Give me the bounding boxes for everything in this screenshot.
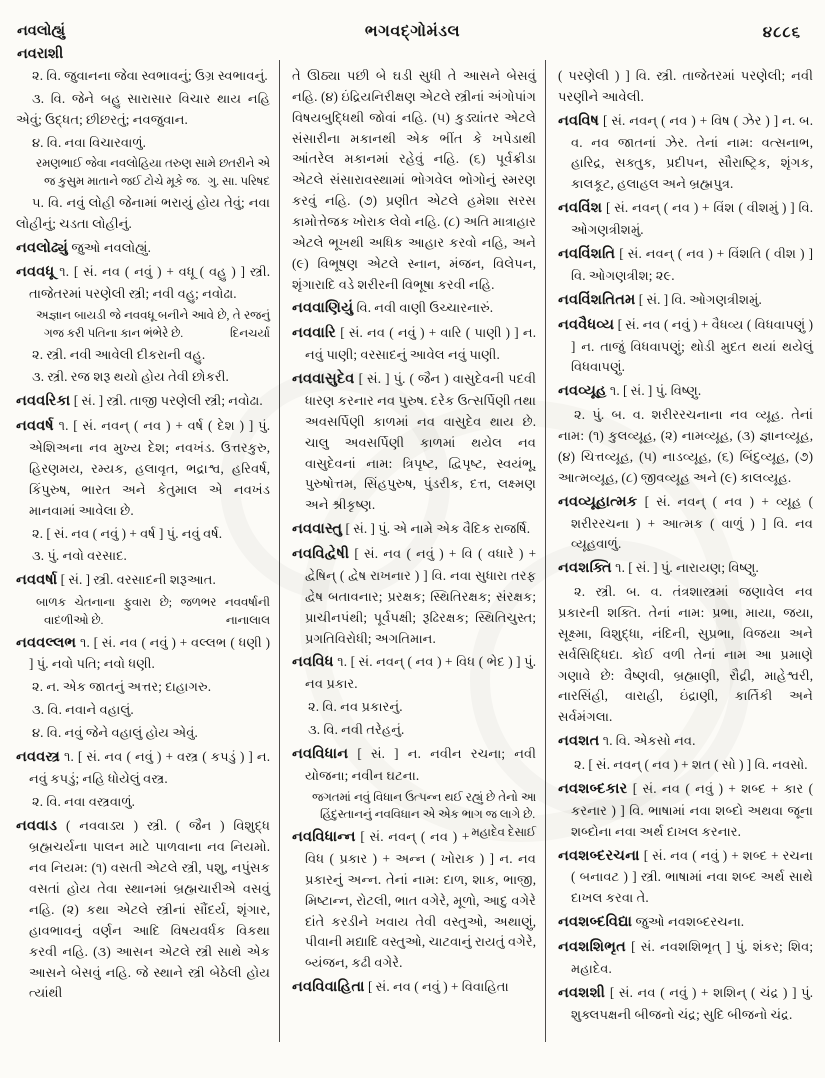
entry-sense [292,720,536,741]
entry-headword: નવવ્યૂહાત્મક [558,493,638,510]
entry-headword: નવવાણિયું [292,300,354,317]
entry-sense [16,133,270,154]
entry-text: [ સં. નવ ( નવું ) + શબ્દ + કાર ( કરનાર ) ] વિ. ભાષામાં નવા શબ્દો અથવા જૂના શબ્દોના નવા અર્થ દાખલ કરનાર. [571,780,813,839]
entry-sense [16,546,270,567]
dictionary-entry [16,415,270,521]
dictionary-entry [558,110,813,195]
entry-headword: નવવાડ [16,817,58,834]
entry-text: વિ. નવી વાણી ઉચ્ચારનારું. [356,300,494,316]
entry-text: ૧. [ સં. નવન્ ( નવ ) + વર્ષ ( દેશ ) ] પું. એશિઅના નવ મુખ્ય દેશ; નવખંડ. ઉત્તરકુરુ, હિરણમય, રમ્યક, હલાવૃત, ભદ્રાશ્વ, હરિવર્ષ, કિંપુરુષ, ભારત અને કેતુમાલ એ નવખંડ માનવામાં આવેલા છે. [29,418,270,518]
entry-sense [292,697,536,718]
text-column-3 [545,66,825,1070]
entry-text: ૧. [ સં. નવ ( નવું ) + વધૂ ( વહુ ) ] સ્ત્રી. તાજેતરમાં પરણેલી સ્ત્રી; નવી વહુ; નવોઢા. [29,264,270,302]
entry-text: ( પરણેલી ) ] વિ. સ્ત્રી. તાજેતરમાં પરણેલી; નવી પરણીને આવેલી. [558,68,813,104]
entry-headword: નવશબ્દવિદ્યા [558,914,633,931]
entry-text: [ સં. નવ ( નવું ) + વૈધવ્ય ( વિધવાપણું ) ] ન. તાજું વિધવાપણું; થોડી મુદત થયાં થયેલું વિધવાપણું. [571,316,814,375]
dictionary-entry [292,297,536,320]
entry-text: ૫. વિ. નવું લોહી જેનામાં ભરાયું હોય તેવું; નવા લોહીનું; ચડતા લોહીનું. [16,194,270,231]
entry-text: ૩. પું. નવો વરસાદ. [32,548,127,564]
entry-text: [ સં. ] સ્ત્રી. વરસાદની શરૂઆત. [60,572,216,588]
dictionary-entry [16,632,270,676]
entry-sense [16,367,270,388]
entry-text: [ સં. ] વિ. ઓગણત્રીશમું. [638,291,762,307]
dictionary-entry [558,380,813,403]
entry-text: [ સં. નવ ( નવું ) + શબ્દ + રચના ( બનાવટ ) ] સ્ત્રી. ભાષામાં નવા શબ્દ અર્થ સાથે દાખલ કરવા તે. [571,847,813,906]
entry-text: [ સં. ] પું. ( જૈન ) વાસુદેવની પદવી ધારણ કરનાર નવ પુરુષ. દરેક ઉત્સર્પિણી તથા અવસર્પિણી કાળમાં નવ વાસુદેવ થાય છે. ચાલુ અવસર્પિણી કાળમાં થયેલ નવ વાસુદેવનાં નામ: ત્રિપૃષ્ટ, દ્વિપૃષ્ટ, સ્વયંભૂ, પુરુષોત્તમ, સિંહપુરુષ, પુંડરીક, દત્ત, લક્ષ્મણ અને શ્રીકૃષ્ણ. [305,371,536,513]
entry-text: તે ઊઠ્યા પછી બે ઘડી સુધી તે આસને બેસવું નહિ. (૪) ઇંદ્રિયનિરીક્ષણ એટલે સ્ત્રીનાં અંગોપાંગ વિષયબુદ્ધિથી જોવાં નહિ. (૫) કુડ્યાંતર એટલે સંસારીના મકાનથી એક ભીંત કે ખપેડાથી આંતરેલ મકાનમાં રહેવું નહિ. (૬) પૂર્વક્રીડા એટલે સંસારાવસ્થામાં ભોગવેલ ભોગોનું સ્મરણ કરવું નહિ. (૭) પ્રણીત એટલે હમેશા સરસ કામોત્તેજક ખોરાક લેવો નહિ. (૮) અતિ માત્રાહાર એટલે ભૂખથી અધિક આહાર કરવો નહિ, અને (૯) વિભૂષણ એટલે સ્નાન, મંજન, વિલેપન, શૃંગારાદિ વડે શરીરની વિભૂષા કરવી નહિ. [292,68,536,292]
entry-headword: નવશશિભૃત [558,939,626,956]
page-title: ભગવદ્ગોમંડલ [364,23,461,40]
entry-sense [558,582,813,728]
running-head-top: નવલોહ્યું [17,23,66,39]
entry-headword: નવવિંશતિ [558,245,616,262]
entry-text: બાળક ચેતનાના ફુવારા છે; જળભર નવવર્ષાની વાદળીઓ છે. [36,595,270,627]
dictionary-entry [16,815,270,1005]
entry-text: [ સં. નવ ( નવું ) + શશિન્ ( ચંદ્ર ) ] પું. શુક્લપક્ષની બીજનો ચંદ્ર; સુદિ બીજનો ચંદ્ર. [571,984,814,1022]
dictionary-entry [558,730,813,753]
entry-sense [16,723,270,744]
entry-headword: નવવિદ્વેષી [292,546,350,563]
entry-text: ૨. વિ. નવ પ્રકારનું. [308,699,403,715]
entry-headword: નવશત [558,733,600,750]
entry-text: જુઓ નવલોહ્યું. [71,239,151,255]
entry-headword: નવવસ્ત્ર [16,748,60,765]
entry-text: ૩. વિ. નવાને વહાલું. [32,702,134,718]
entry-headword: નવવિધાન [292,745,349,762]
entry-text: ૩. વિ. નવી તરેહનું. [308,722,405,738]
entry-sense [16,524,270,545]
entry-headword: નવવાસ્તુ [292,521,343,538]
dictionary-entry [558,936,813,980]
quotation-source: ગુ. સા. પરિષદ [207,174,270,189]
dictionary-entry [558,314,813,379]
entry-text: ૨. [ સં. નવ ( નવું ) + વર્ષ ] પું. નવું વર્ષ. [32,525,223,541]
entry-text: ૧. [ સં. નવન્ ( નવ ) + વિધ ( ભેદ ) ] પું. નવ પ્રકાર. [305,654,536,692]
entry-text: [ સં. નવ ( નવું ) + વિવાહિતા [367,979,509,995]
dictionary-entry [292,322,536,366]
entry-text: ૨. સ્ત્રી. બ. વ. તંત્રશાસ્ત્રમાં જણાવેલ નવ પ્રકારની શક્તિ. તેનાં નામ: પ્રભા, માયા, જયા, સૂક્ષ્મા, વિશુદ્ધા, નંદિની, સુપ્રભા, વિજયા અને સર્વસિદ્ધિદા. કોઈ વળી તેનાં નામ આ પ્રમાણે ગણાવે છે: વૈષ્ણવી, બ્રહ્માણી, રૌદ્રી, માહેશ્વરી, નારસિંહી, વારાહી, ઇંદ્રાણી, કાર્તિકી અને સર્વમંગલા. [558,584,813,725]
entry-headword: નવવૈધવ્ય [558,316,615,333]
entry-sense [16,66,270,87]
entry-text: ૧. [ સં. નવ ( નવું ) + વસ્ત્ર ( કપડું ) ] ન. નવું કપડું; નહિ ધોયેલું વસ્ત્ર. [29,748,271,786]
entry-headword: નવશબ્દરચના [558,847,640,864]
entry-text: [ સં. ] પું. એ નામે એક વૈદિક રાજર્ષિ. [345,521,531,537]
running-head-bottom: નવરાશી [17,46,64,63]
entry-text: [ સં. નવન્ ( નવ ) + વિધ ( પ્રકાર ) + અન્ન ( ખોરાક ) ] ન. નવ પ્રકારનું અન્ન. તેનાં નામ: દાળ, શાક, ભાજી, મિષ્ટાન્ન, રોટલી, ભાત વગેરે, મૂળો, આદુ વગેરે દાંતે કરડીને ખવાય તેવી વસ્તુઓ, અથાણું, પીવાની મદ્યાદિ વસ્તુઓ, ચાટવાનું રાયતું વગેરે, બ્યંજન, કઢી વગેરે. [305,829,536,971]
entry-headword: નવવર્ષ [16,418,54,435]
dictionary-entry [292,651,536,695]
dictionary-entry [558,982,813,1026]
entry-sense [16,89,270,131]
entry-text: ( નવવાડ્ય ) સ્ત્રી. ( જૈન ) વિશુદ્ધ બ્રહ્મચર્યના પાલન માટે પાળવાના નવ નિયમો. નવ નિયમ: (૧) વસતી એટલે સ્ત્રી, પશુ, નપુંસક વસતાં હોય તેવા સ્થાનમાં બ્રહ્મચારીએ વસવું નહિ. (૨) કથા એટલે સ્ત્રીનાં સૌંદર્ય, શૃંગાર, હાવભાવનું વર્ણન આદિ વિષયવર્ધક વિકથા કરવી નહિ. (૩) આસન એટલે સ્ત્રી સાથે એક આસને બેસવું નહિ. જે સ્થાને સ્ત્રી બેઠેલી હોય ત્યાંથી [29,817,271,1001]
entry-sense [16,700,270,721]
entry-headword: નવવર્ષા [16,572,58,589]
dictionary-entry [558,778,813,843]
entry-headword: નવવિધાન્ન [292,829,356,846]
dictionary-entry [16,237,270,260]
entry-sense [558,755,813,776]
dictionary-entry [292,743,536,787]
entry-headword: નવવલ્લભ [16,634,77,651]
entry-headword: નવશબ્દકાર [558,780,628,797]
entry-text: જગતમાં નવું વિધાન ઉત્પન્ન થઈ રહ્યું છે તેનો આ હિંદુસ્તાનનું નવવિધાન એ એક ભાગ જ લાગે છે. [312,789,536,822]
entry-text: [ સં. નવન્ ( નવ ) + વિંશતિ ( વીશ ) ] વિ. ઓગણત્રીશ; ૨૯. [571,245,813,283]
entry-headword: નવવિંશતિતમ [558,291,636,308]
entry-text: [ સં. નવ ( નવું ) + વિ ( વધારે ) + દ્વેષિન્ ( દ્વેષ રાખનાર ) ] વિ. નવા સુધારા તરફ દ્વેષ બતાવનાર; પ્રરક્ષક; સ્થિતિરક્ષક; સંરક્ષક; પ્રાચીનપંથી; પૂર્વપક્ષી; રૂઢિરક્ષક; સ્થિતિચુસ્ત; પ્રગતિવિરોધી; અગતિમાન. [305,546,537,646]
entry-sense [558,405,813,488]
entry-text: રમણભાઈ જેવા નવલોહિયા તરુણ સામે છતરીને એ જ કુસુમ માતાને જઈ ટોચે મૂકે જ. [36,156,270,189]
entry-headword: નવવારિ [292,325,336,342]
entry-quotation [36,155,270,190]
dictionary-entry [292,543,536,649]
text-columns [0,66,825,1070]
entry-sense [16,677,270,698]
entry-text: અજ્ઞાન બાયડી જે નવવધૂ બનીને આવે છે, તે રજનું ગજ કરી પતિના કાન ભંભેરે છે. [36,308,270,340]
quotation-source: દિનચર્યા [229,325,270,340]
dictionary-entry [16,746,270,790]
entry-headword: નવવિંશ [558,200,603,217]
dictionary-entry [16,569,270,592]
text-column-1 [0,66,279,1070]
dictionary-entry [558,911,813,934]
page-number: ૪૮૮૬ [762,25,801,41]
dictionary-entry [558,845,813,910]
entry-headword: નવલોઢ્યું [16,239,69,256]
entry-headword: નવવાસુદેવ [292,371,355,388]
entry-headword: નવશક્તિ [558,560,612,577]
entry-text: ૨. ન. એક જાતનું અત્તર; દાહાગરુ. [32,679,212,695]
dictionary-entry [558,557,813,580]
dictionary-entry [16,390,270,413]
entry-quotation [36,594,270,629]
entry-quotation [312,789,536,840]
quotation-source: મહાદેવ દેસાઈ [471,825,536,840]
entry-text: ૨. [ સં. નવન્ ( નવ ) + શત ( સો ) ] વિ. નવસો. [574,757,808,773]
entry-headword: નવશશી [558,984,606,1001]
entry-text: [ સં. ] સ્ત્રી. તાજી પરણેલી સ્ત્રી; નવોઢા. [73,393,263,409]
dictionary-entry [558,197,813,241]
entry-text: ૧. વિ. એકસો નવ. [602,733,696,749]
entry-text: ૩. વિ. જેને બહુ સારાસાર વિચાર થાય નહિ એવું; ઉદ્ધત; છીછરતું; નવજુવાન. [16,90,270,127]
entry-text: ૪. વિ. નવા વિચારવાળું. [32,134,146,150]
entry-text: ૩. સ્ત્રી. રજ શરૂ થયો હોય તેવી છોકરી. [32,369,229,385]
entry-text: ૨. સ્ત્રી. નવી આવેલી દીકરાની વહુ. [32,346,206,362]
text-column-2 [279,66,545,1070]
dictionary-entry [558,243,813,287]
entry-headword: નવવધૂ [16,264,55,281]
entry-sense [16,193,270,235]
entry-text: ૨. વિ. નવા વસ્ત્રવાળું. [32,793,135,809]
entry-text: ૧. [ સં. ] પું. વિષ્ણુ. [609,383,702,399]
entry-text: ૨. પું. બ. વ. શરીરરચનાના નવ વ્યૂહ. તેનાં નામ: (૧) કુલવ્યૂહ, (૨) નામવ્યૂહ, (૩) જ્ઞાનવ્યૂહ, (૪) ચિત્તવ્યૂહ, (૫) નાડવ્યૂહ, (૬) બિંદુવ્યૂહ, (૭) આત્મવ્યૂહ, (૮) જીવવ્યૂહ અને (૯) કાલવ્યૂહ. [558,407,813,485]
dictionary-entry [292,368,536,516]
entry-text: ૧. [ સં. ] પું. નારાયણ; વિષ્ણુ. [615,560,759,576]
entry-text: [ સં. નવન્ ( નવ ) + વિંશ ( વીશમું ) ] વિ. ઓગણત્રીશમું. [571,200,814,238]
dictionary-entry [558,289,813,312]
dictionary-entry [558,491,813,556]
entry-text: [ સં. ] ન. નવીન રચના; નવી યોજના; નવીન ઘટના. [305,745,537,783]
entry-text: ૪. વિ. નવું જેને વહાલું હોય એવું. [32,725,198,741]
entry-continuation [558,66,813,108]
entry-headword: નવવિવાહિતા [292,979,365,996]
dictionary-entry [292,518,536,541]
dictionary-entry [292,826,536,974]
entry-text: ૨. વિ. જુવાનના જેવા સ્વભાવનું; ઉગ્ર સ્વભાવનું. [32,68,268,83]
entry-headword: નવવ્યૂહ [558,383,607,400]
quotation-source: નાનાલાલ [225,612,270,627]
entry-text: [ સં. નવન્ ( નવ ) + વ્યૂહ ( શરીરરચના ) + આત્મક ( વાળું ) ] વિ. નવ વ્યૂહવાળું. [571,493,813,552]
entry-text: ૧. [ સં. નવ ( નવું ) + વલ્લભ ( ધણી ) ] પું. નવો પતિ; નવો ધણી. [29,634,270,672]
entry-headword: નવવરિકા [16,393,71,410]
entry-text: [ સં. નવશશિભૃત્ ] પું. શંકર; શિવ; મહાદેવ. [571,939,813,976]
entry-continuation [292,66,536,295]
dictionary-entry [292,976,536,999]
entry-text: [ સં. નવ ( નવું ) + વારિ ( પાણી ) ] ન. નવું પાણી; વરસાદનું આવેલ નવું પાણી. [305,325,537,363]
entry-headword: નવવિધ [292,654,334,671]
entry-text: જુઓ નવશબ્દરચના. [635,914,745,930]
dictionary-entry [16,261,270,305]
entry-headword: નવવિષ [558,112,600,129]
entry-sense [16,345,270,366]
entry-sense [16,792,270,813]
entry-quotation [36,307,270,342]
entry-text: [ સં. નવન્ ( નવ ) + વિષ ( ઝેર ) ] ન. બ. વ. નવ જાતનાં ઝેર. તેનાં નામ: વત્સનાભ, હારિદ્ર, સક્તુક, પ્રદીપન, સૌરાષ્ટ્રિક, શૃંગક, કાલકૂટ, હલાહલ અને બ્રહ્મપુત્ર. [571,112,813,192]
